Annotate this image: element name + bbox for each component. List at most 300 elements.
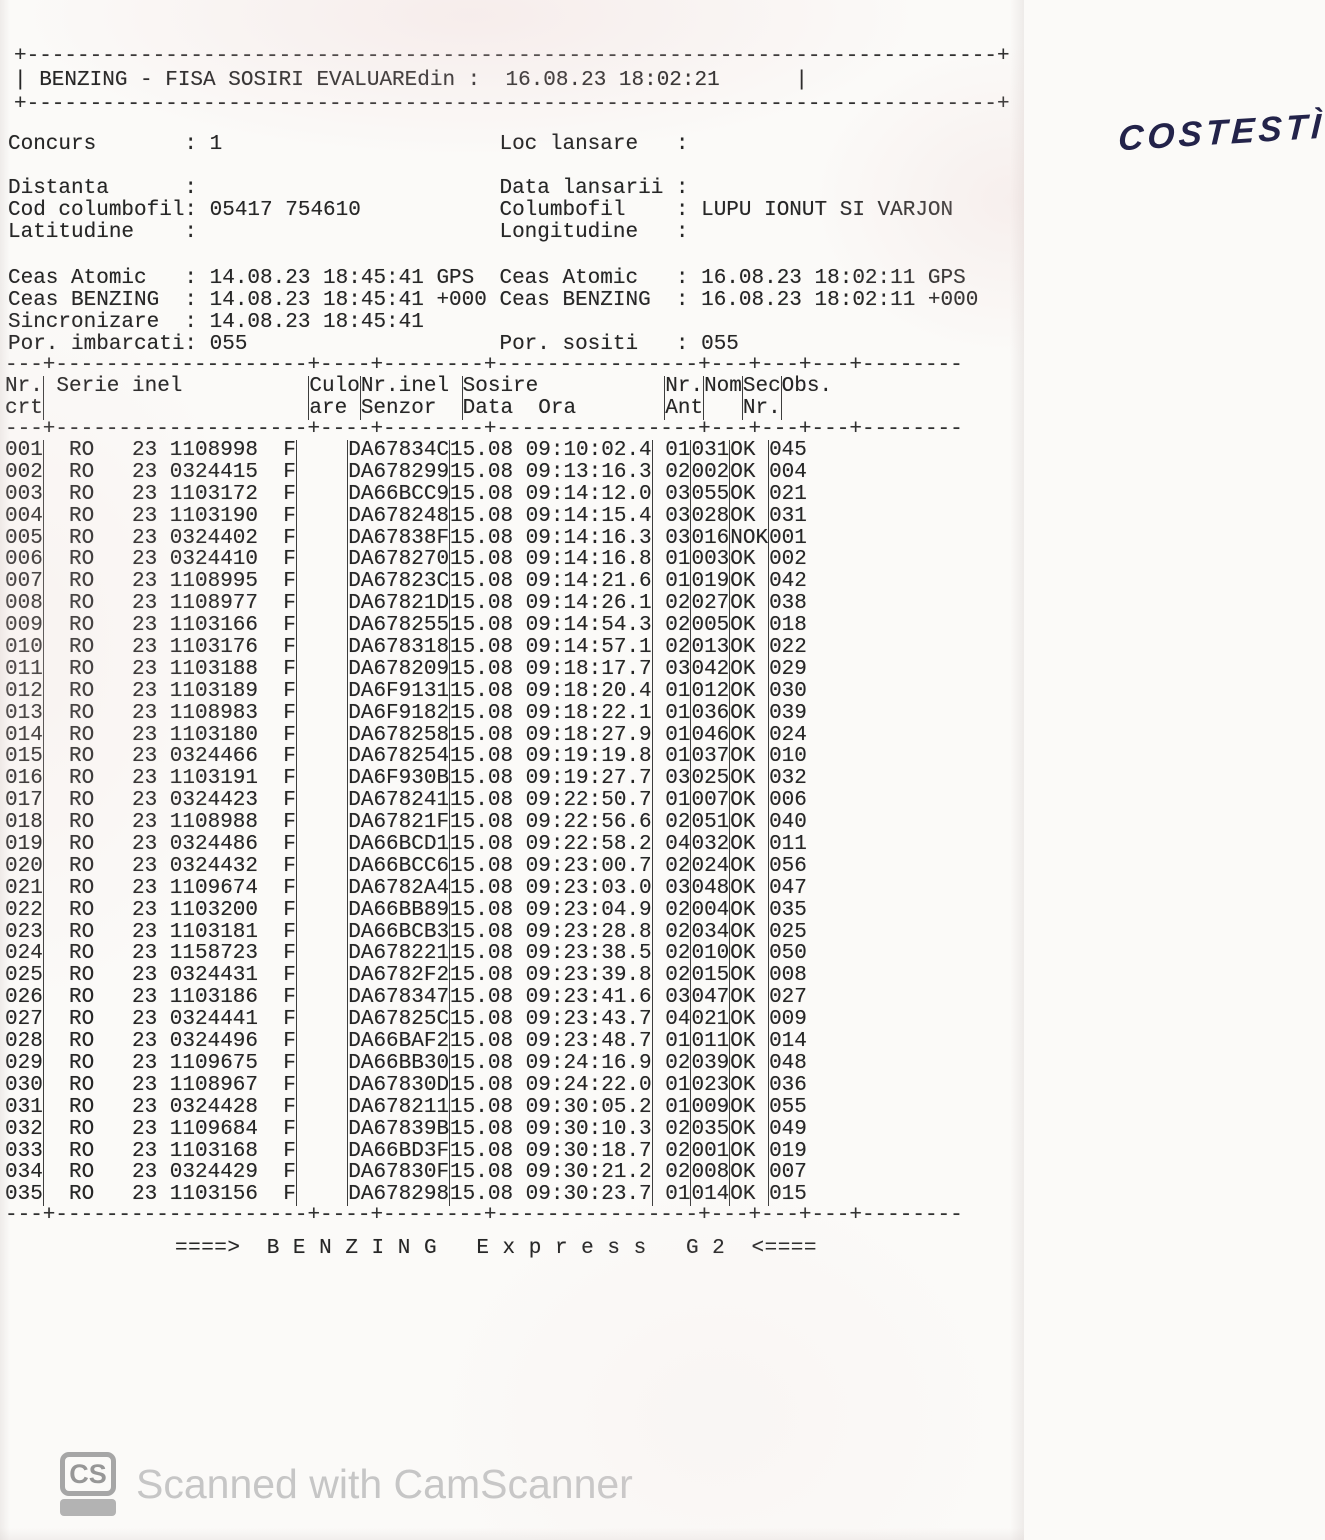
ring-country: RO <box>69 942 95 966</box>
cell-nr-crt: 025 <box>5 964 43 988</box>
cell-sosire <box>449 1097 652 1119</box>
cell-serie-inel <box>43 703 296 725</box>
cell-nr-ant: 01 <box>652 1075 691 1097</box>
info-label-right: Data lansarii <box>499 177 664 200</box>
cell-sosire <box>449 440 652 462</box>
cell-nr-ant: 02 <box>652 637 691 659</box>
sosire-date: 15.08 <box>450 854 514 878</box>
cell-senzor: DA67830D <box>348 1073 450 1097</box>
cell-obs: 006 <box>768 790 870 812</box>
ring-number: 0324486 <box>169 833 259 857</box>
cell-sosire <box>449 1053 652 1075</box>
info-value-left: 05417 754610 <box>209 199 361 222</box>
cell-sosire <box>449 1184 652 1206</box>
ring-number: 1108988 <box>169 811 259 835</box>
ring-country: RO <box>69 986 95 1010</box>
cell-obs: 029 <box>768 659 870 681</box>
cell-senzor: DA6F9131 <box>348 679 450 703</box>
cell-senzor: DA678318 <box>348 636 450 660</box>
clock-row <box>8 290 1024 312</box>
cell-nom: 014 <box>691 1183 730 1207</box>
ring-number: 1109675 <box>169 1051 259 1075</box>
cell-culoare <box>296 987 347 1009</box>
sosire-time: 09:23:04.9 <box>525 898 652 922</box>
sosire-time: 09:13:16.3 <box>525 460 652 484</box>
cell-serie-inel <box>43 900 296 922</box>
cell-sec-nr: OK <box>729 790 768 812</box>
cell-nr-crt: 018 <box>5 811 43 835</box>
cell-senzor: DA6F930B <box>348 767 450 791</box>
cell-sosire <box>449 834 652 856</box>
ring-sex: F <box>283 657 296 681</box>
sosire-date: 15.08 <box>450 723 514 747</box>
cell-senzor: DA67838F <box>348 526 450 550</box>
cell-culoare <box>296 1097 347 1119</box>
clock-label-left: Por. imbarcati <box>8 333 185 356</box>
sosire-date: 15.08 <box>450 1117 514 1141</box>
table-row <box>5 659 1024 681</box>
colon-separator: : <box>675 267 689 290</box>
ring-country: RO <box>69 504 95 528</box>
cell-serie-inel <box>43 1184 296 1206</box>
ring-year: 23 <box>132 745 158 769</box>
cell-sec-nr: OK <box>729 1162 768 1184</box>
cell-nom: 032 <box>691 833 730 857</box>
ring-year: 23 <box>132 482 158 506</box>
info-label-right: Columbofil <box>499 199 626 222</box>
clock-label-right: Por. sositi <box>499 333 639 356</box>
cell-sec-nr: OK <box>729 1141 768 1163</box>
cell-nom: 047 <box>691 986 730 1010</box>
cell-culoare <box>296 440 347 462</box>
sosire-date: 15.08 <box>450 570 514 594</box>
col-header-nom: Nom <box>704 375 742 398</box>
watermark-text: Scanned with CamScanner <box>136 1460 633 1507</box>
table-header-row-2 <box>5 398 1024 420</box>
col-header-serie-2 <box>43 398 309 420</box>
cell-serie-inel <box>43 615 296 637</box>
info-label-left: Cod columbofil <box>8 199 185 222</box>
cell-obs: 056 <box>768 856 870 878</box>
cell-nr-ant: 02 <box>652 593 691 615</box>
cell-nom: 021 <box>691 1008 730 1032</box>
cell-obs: 027 <box>768 987 870 1009</box>
cell-culoare <box>296 856 347 878</box>
cell-serie-inel <box>43 1119 296 1141</box>
colon-separator <box>676 312 701 334</box>
col-header-nr: Nr. <box>5 375 43 398</box>
ring-year: 23 <box>132 570 158 594</box>
ring-year: 23 <box>132 1008 158 1032</box>
ring-country: RO <box>69 636 95 660</box>
info-label-left: Distanta <box>8 177 109 200</box>
sosire-time: 09:14:21.6 <box>525 570 652 594</box>
table-row <box>5 856 1024 878</box>
ring-year: 23 <box>132 964 158 988</box>
report-date-value: 16.08.23 18:02:21 <box>505 69 720 92</box>
arrivals-table <box>5 356 1024 1260</box>
cell-sosire <box>449 506 652 528</box>
ring-country: RO <box>69 723 95 747</box>
cell-nr-ant: 02 <box>652 615 691 637</box>
table-row <box>5 812 1024 834</box>
table-row <box>5 790 1024 812</box>
col-header-serie: Serie inel <box>43 376 309 398</box>
cell-senzor: DA66BCB3 <box>348 920 450 944</box>
cell-serie-inel <box>43 746 296 768</box>
device-footer-text: ====> B E N Z I N G E x p r e s s G 2 <==== <box>175 1237 818 1261</box>
cell-nr-ant: 01 <box>652 681 691 703</box>
cell-sosire <box>449 571 652 593</box>
ring-country: RO <box>69 1008 95 1032</box>
cell-serie-inel <box>43 790 296 812</box>
ring-year: 23 <box>132 854 158 878</box>
sosire-date: 15.08 <box>450 986 514 1010</box>
sosire-date: 15.08 <box>450 1008 514 1032</box>
cell-obs: 039 <box>768 703 870 725</box>
ring-sex: F <box>283 920 296 944</box>
sosire-time: 09:23:00.7 <box>525 854 652 878</box>
cell-serie-inel <box>43 549 296 571</box>
colon-separator: : <box>675 289 689 312</box>
cell-senzor: DA678254 <box>348 745 450 769</box>
sosire-time: 09:30:05.2 <box>525 1095 652 1119</box>
table-row <box>5 725 1024 747</box>
colon-separator: : <box>675 221 689 244</box>
info-label-right: Longitudine <box>499 221 639 244</box>
sosire-time: 09:14:16.8 <box>525 548 652 572</box>
clock-label-right <box>499 312 675 334</box>
table-row <box>5 987 1024 1009</box>
cell-obs: 001 <box>768 528 870 550</box>
info-row <box>8 178 1024 200</box>
ring-number: 0324428 <box>169 1095 259 1119</box>
col-header-ant-2: Ant <box>665 397 704 420</box>
cell-nr-crt: 017 <box>5 789 43 813</box>
ring-sex: F <box>283 1008 296 1032</box>
cell-nr-crt: 033 <box>5 1139 43 1163</box>
table-row <box>5 549 1024 571</box>
camscanner-logo-icon <box>60 1452 116 1516</box>
cell-sosire <box>449 484 652 506</box>
cell-nom: 046 <box>691 723 730 747</box>
cell-sec-nr: OK <box>729 943 768 965</box>
ring-country: RO <box>69 592 95 616</box>
cell-nom: 027 <box>691 592 730 616</box>
ring-sex: F <box>283 833 296 857</box>
sosire-date: 15.08 <box>450 482 514 506</box>
cell-nr-ant: 02 <box>652 1162 691 1184</box>
table-separator-mid: ---+--------------------+----+--------+----------------+---+---+---+-------- <box>5 418 963 441</box>
table-row <box>5 768 1024 790</box>
clock-value-right: 16.08.23 18:02:11 <box>701 267 916 290</box>
ring-number: 0324432 <box>169 854 259 878</box>
cell-nom: 036 <box>691 701 730 725</box>
cell-nom: 039 <box>691 1051 730 1075</box>
ring-year: 23 <box>132 1161 158 1185</box>
table-row <box>5 637 1024 659</box>
ring-number: 1103200 <box>169 898 259 922</box>
ring-country: RO <box>69 964 95 988</box>
sosire-date: 15.08 <box>450 876 514 900</box>
cell-culoare <box>296 681 347 703</box>
sosire-time: 09:14:15.4 <box>525 504 652 528</box>
ring-number: 0324496 <box>169 1030 259 1054</box>
cell-obs: 055 <box>768 1097 870 1119</box>
ring-sex: F <box>283 1030 296 1054</box>
cell-obs: 030 <box>768 681 870 703</box>
sosire-time: 09:14:12.0 <box>525 482 652 506</box>
cell-sec-nr: OK <box>729 812 768 834</box>
loc-lansare-label: Loc lansare <box>499 133 639 156</box>
cell-nr-ant: 04 <box>652 1009 691 1031</box>
sosire-time: 09:24:22.0 <box>525 1073 652 1097</box>
cell-sec-nr: OK <box>729 1184 768 1206</box>
cell-sosire <box>449 528 652 550</box>
cell-obs: 035 <box>768 900 870 922</box>
ring-number: 0324441 <box>169 1008 259 1032</box>
cell-sec-nr: OK <box>729 1053 768 1075</box>
cell-sec-nr: OK <box>729 900 768 922</box>
cell-serie-inel <box>43 440 296 462</box>
cell-serie-inel <box>43 834 296 856</box>
table-row <box>5 440 1024 462</box>
ring-number: 1103156 <box>169 1183 259 1207</box>
cell-nr-crt: 023 <box>5 920 43 944</box>
cell-sec-nr: OK <box>729 615 768 637</box>
cell-nr-ant: 02 <box>652 943 691 965</box>
sosire-time: 09:22:58.2 <box>525 833 652 857</box>
cell-nr-ant: 02 <box>652 812 691 834</box>
cell-sosire <box>449 549 652 571</box>
cell-nom: 042 <box>691 657 730 681</box>
cell-nr-crt: 027 <box>5 1008 43 1032</box>
clock-suffix-right: +000 <box>927 289 979 312</box>
ring-year: 23 <box>132 898 158 922</box>
cell-serie-inel <box>43 528 296 550</box>
table-row <box>5 593 1024 615</box>
ring-year: 23 <box>132 1030 158 1054</box>
cell-obs: 014 <box>768 1031 870 1053</box>
clock-suffix-left: +000 <box>436 289 487 312</box>
cell-nr-crt: 024 <box>5 942 43 966</box>
cell-culoare <box>296 1053 347 1075</box>
cell-nr-crt: 021 <box>5 876 43 900</box>
cell-nom: 034 <box>691 920 730 944</box>
ring-sex: F <box>283 1095 296 1119</box>
cell-sosire <box>449 1141 652 1163</box>
ring-country: RO <box>69 657 95 681</box>
ring-sex: F <box>283 745 296 769</box>
cell-sosire <box>449 900 652 922</box>
cell-sec-nr: NOK <box>730 526 769 550</box>
sosire-date: 15.08 <box>450 701 514 725</box>
cell-sosire <box>449 1075 652 1097</box>
cell-nr-crt: 010 <box>5 636 43 660</box>
cell-sec-nr: OK <box>729 659 768 681</box>
ring-year: 23 <box>132 1051 158 1075</box>
clock-suffix-left <box>436 312 499 334</box>
cell-nr-ant: 02 <box>652 922 691 944</box>
cell-nom: 008 <box>691 1161 730 1185</box>
ring-year: 23 <box>132 723 158 747</box>
col-header-obs-2 <box>781 398 883 420</box>
cell-sosire <box>449 987 652 1009</box>
cell-sosire <box>449 812 652 834</box>
table-row <box>5 900 1024 922</box>
cell-culoare <box>296 1184 347 1206</box>
cell-sosire <box>449 725 652 747</box>
cell-nr-ant: 01 <box>652 1031 691 1053</box>
cell-culoare <box>296 943 347 965</box>
col-header-ant: Nr. <box>665 375 704 398</box>
sosire-time: 09:19:19.8 <box>525 745 652 769</box>
cell-sec-nr: OK <box>729 922 768 944</box>
cell-nr-ant: 02 <box>652 1141 691 1163</box>
cell-nr-ant: 01 <box>652 571 691 593</box>
cell-sec-nr: OK <box>729 768 768 790</box>
table-separator-top: ---+--------------------+----+--------+----------------+---+---+---+-------- <box>5 354 963 377</box>
cell-nr-crt: 006 <box>5 548 43 572</box>
ring-country: RO <box>69 1139 95 1163</box>
cell-senzor: DA678255 <box>348 614 450 638</box>
sosire-time: 09:14:26.1 <box>525 592 652 616</box>
sosire-time: 09:14:16.3 <box>525 526 652 550</box>
cell-culoare <box>296 812 347 834</box>
info-label-left: Latitudine <box>8 221 135 244</box>
info-row <box>8 200 1024 222</box>
sosire-date: 15.08 <box>450 1030 514 1054</box>
ring-year: 23 <box>132 592 158 616</box>
concurs-label: Concurs <box>8 133 97 156</box>
cell-serie-inel <box>43 965 296 987</box>
cell-obs: 042 <box>768 571 870 593</box>
table-row <box>5 1141 1024 1163</box>
cell-nr-ant: 03 <box>652 659 691 681</box>
ring-country: RO <box>69 439 95 462</box>
cell-nr-crt: 007 <box>5 570 43 594</box>
cell-nom: 015 <box>691 964 730 988</box>
cell-serie-inel <box>43 922 296 944</box>
ring-year: 23 <box>132 876 158 900</box>
ring-country: RO <box>69 570 95 594</box>
cell-serie-inel <box>43 1009 296 1031</box>
cell-nr-crt: 034 <box>5 1161 43 1185</box>
table-row <box>5 681 1024 703</box>
info-value-right: LUPU IONUT SI VARJON <box>701 199 954 222</box>
ring-sex: F <box>283 723 296 747</box>
col-header-nr-2: crt <box>5 397 43 420</box>
info-section <box>8 106 1325 356</box>
cell-nr-ant: 01 <box>652 1097 691 1119</box>
ring-number: 1108983 <box>169 701 259 725</box>
ring-country: RO <box>69 745 95 769</box>
ring-number: 0324402 <box>169 526 259 550</box>
sosire-time: 09:19:27.7 <box>525 767 652 791</box>
cell-senzor: DA678211 <box>348 1095 450 1119</box>
ring-sex: F <box>283 1161 296 1185</box>
ring-sex: F <box>283 1051 296 1075</box>
cell-sosire <box>449 1031 652 1053</box>
ring-number: 1103181 <box>169 920 259 944</box>
ring-number: 0324415 <box>169 460 259 484</box>
cell-serie-inel <box>43 943 296 965</box>
ring-sex: F <box>283 460 296 484</box>
colon-separator: : <box>184 133 198 156</box>
cell-nr-ant: 02 <box>652 462 691 484</box>
cell-nr-crt: 016 <box>5 767 43 791</box>
cell-sec-nr: OK <box>729 681 768 703</box>
ring-sex: F <box>283 811 296 835</box>
cell-nom: 005 <box>691 614 730 638</box>
sosire-time: 09:23:38.5 <box>525 942 652 966</box>
table-row <box>5 703 1024 725</box>
cell-senzor: DA678258 <box>348 723 450 747</box>
cell-sec-nr: OK <box>729 1097 768 1119</box>
ring-sex: F <box>283 942 296 966</box>
cell-culoare <box>296 790 347 812</box>
col-header-sec: Sec <box>742 375 781 398</box>
cell-nr-ant: 02 <box>652 900 691 922</box>
cell-nom: 024 <box>691 854 730 878</box>
cell-culoare <box>296 1162 347 1184</box>
ring-sex: F <box>283 504 296 528</box>
table-row <box>5 922 1024 944</box>
cell-serie-inel <box>43 1097 296 1119</box>
sosire-time: 09:18:20.4 <box>525 679 652 703</box>
cell-nr-crt: 008 <box>5 592 43 616</box>
cell-nom: 051 <box>691 811 730 835</box>
cell-nr-ant: 03 <box>652 528 691 550</box>
sosire-time: 09:18:22.1 <box>525 701 652 725</box>
cell-nr-crt: 022 <box>5 898 43 922</box>
ring-sex: F <box>283 614 296 638</box>
cell-obs: 018 <box>768 615 870 637</box>
ring-sex: F <box>283 636 296 660</box>
cell-sec-nr: OK <box>729 462 768 484</box>
cell-nom: 019 <box>691 570 730 594</box>
cell-senzor: DA66BCC6 <box>348 854 450 878</box>
cell-sosire <box>449 703 652 725</box>
ring-sex: F <box>283 898 296 922</box>
ring-country: RO <box>69 811 95 835</box>
colon-separator: : <box>184 267 198 290</box>
cell-obs: 008 <box>768 965 870 987</box>
cell-serie-inel <box>43 593 296 615</box>
table-row <box>5 746 1024 768</box>
report-header-box <box>14 45 1010 116</box>
ring-number: 1103186 <box>169 986 259 1010</box>
colon-separator: : <box>675 177 689 200</box>
cell-nr-crt: 001 <box>5 439 43 462</box>
clock-suffix-left <box>436 334 499 356</box>
cell-culoare <box>296 1119 347 1141</box>
cell-nom: 023 <box>691 1073 730 1097</box>
cell-nr-crt: 032 <box>5 1117 43 1141</box>
cell-nr-crt: 011 <box>5 657 43 681</box>
ring-year: 23 <box>132 1117 158 1141</box>
cell-serie-inel <box>43 725 296 747</box>
cell-senzor: DA678270 <box>348 548 450 572</box>
cell-serie-inel <box>43 1075 296 1097</box>
cell-nom: 035 <box>691 1117 730 1141</box>
ring-country: RO <box>69 789 95 813</box>
table-row <box>5 1009 1024 1031</box>
ring-number: 1103190 <box>169 504 259 528</box>
handwritten-loc-lansare: COSTESTÌ <box>1116 106 1325 159</box>
ring-sex: F <box>283 679 296 703</box>
table-row <box>5 462 1024 484</box>
